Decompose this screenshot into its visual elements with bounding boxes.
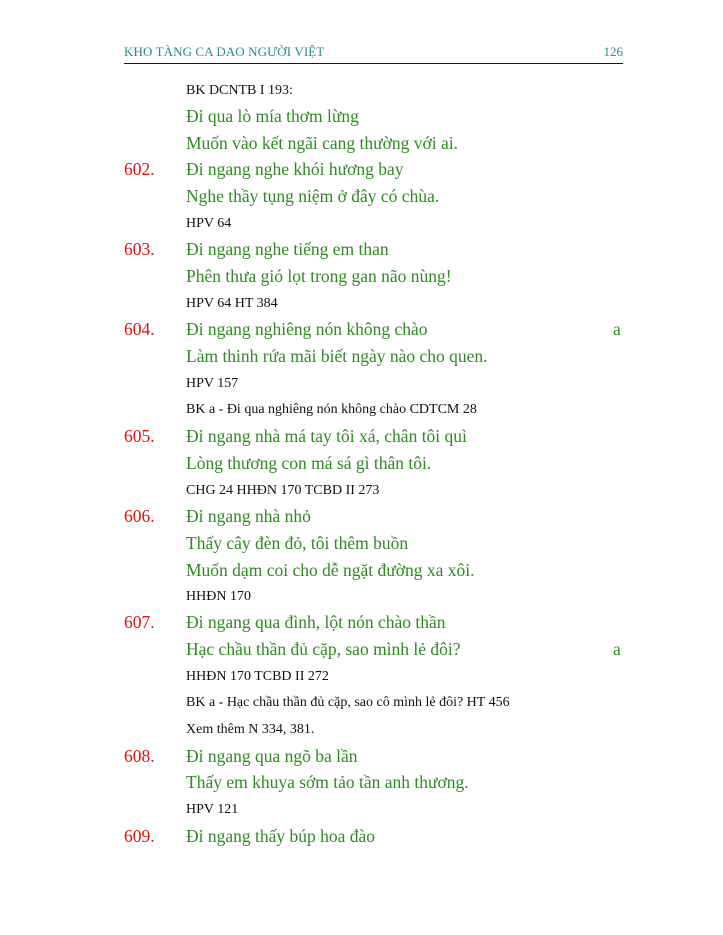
reference-line	[0, 480, 723, 504]
verse-line	[0, 826, 723, 850]
verse-number: 604.	[124, 319, 155, 339]
verse-text: Muốn vào kết ngãi cang thường với ai.	[186, 133, 458, 153]
verse-text: Đi ngang nhà má tay tôi xá, chân tôi quì	[186, 426, 467, 446]
reference-line	[0, 293, 723, 317]
verse-line	[0, 346, 723, 370]
reference-line	[0, 692, 723, 716]
verse-line	[0, 106, 723, 130]
verse-text: Nghe thầy tụng niệm ở đây có chùa.	[186, 186, 440, 206]
reference-text: HPV 157	[186, 376, 239, 391]
verse-number: 602.	[124, 159, 155, 179]
reference-line	[0, 719, 723, 743]
verse-number: 605.	[124, 426, 155, 446]
reference-text: HPV 64 HT 384	[186, 296, 278, 311]
verse-text: Đi ngang thấy búp hoa đào	[186, 826, 376, 846]
verse-line	[0, 639, 723, 663]
verse-line	[0, 560, 723, 584]
verse-text: Đi ngang nghe khói hương bay	[186, 159, 404, 179]
reference-text: BK a - Đi qua nghiêng nón không chào CDTCM 28	[186, 402, 477, 417]
verse-number: 603.	[124, 239, 155, 259]
reference-line	[0, 399, 723, 423]
verse-text: Đi qua lò mía thơm lừng	[186, 106, 359, 126]
reference-text: CHG 24 HHĐN 170 TCBD II 273	[186, 483, 380, 498]
verse-line	[0, 772, 723, 796]
verse-text: Đi ngang nhà nhỏ	[186, 506, 311, 526]
verse-line	[0, 186, 723, 210]
reference-text: HPV 121	[186, 802, 239, 817]
reference-text: HHĐN 170 TCBD II 272	[186, 669, 329, 684]
reference-line	[0, 799, 723, 823]
verse-text: Đi ngang qua đình, lột nón chào thần	[186, 612, 446, 632]
verse-text: Đi ngang qua ngõ ba lần	[186, 746, 358, 766]
verse-line	[0, 453, 723, 477]
reference-line	[0, 80, 723, 104]
reference-line	[0, 586, 723, 610]
verse-number: 608.	[124, 746, 155, 766]
verse-line	[0, 612, 723, 636]
page-number: 126	[603, 44, 623, 59]
verse-number: 606.	[124, 506, 155, 526]
variant-mark: a	[613, 319, 621, 339]
verse-number: 609.	[124, 826, 155, 846]
verse-text: Đi ngang nghe tiếng em than	[186, 239, 389, 259]
reference-line	[0, 213, 723, 237]
reference-text: Xem thêm N 334, 381.	[186, 722, 315, 737]
verse-line	[0, 746, 723, 770]
verse-text: Phên thưa gió lọt trong gan não nùng!	[186, 266, 452, 286]
reference-text: BK DCNTB I 193:	[186, 83, 293, 98]
variant-mark: a	[613, 639, 621, 659]
verse-text: Muốn dạm coi cho dễ ngặt đường xa xôi.	[186, 560, 475, 580]
reference-text: HPV 64	[186, 216, 232, 231]
verse-line	[0, 239, 723, 263]
verse-line	[0, 506, 723, 530]
running-title: KHO TÀNG CA DAO NGƯỜI VIỆT	[124, 44, 325, 59]
reference-line	[0, 666, 723, 690]
verse-text: Thấy cây đèn đỏ, tôi thêm buồn	[186, 533, 409, 553]
verse-line	[0, 426, 723, 450]
reference-text: HHĐN 170	[186, 589, 251, 604]
verse-line	[0, 133, 723, 157]
reference-text: BK a - Hạc chầu thần đủ cặp, sao cô mình lẻ đôi? HT 456	[186, 695, 510, 710]
reference-line	[0, 373, 723, 397]
verse-line	[0, 159, 723, 183]
verse-text: Đi ngang nghiêng nón không chào	[186, 319, 428, 339]
verse-text: Lòng thương con má sá gì thân tôi.	[186, 453, 432, 473]
verse-text: Hạc chầu thần đủ cặp, sao mình lẻ đôi?	[186, 639, 461, 659]
verse-line	[0, 319, 723, 343]
verse-text: Thấy em khuya sớm tảo tần anh thương.	[186, 772, 469, 792]
verse-text: Làm thinh rứa mãi biết ngày nào cho quen.	[186, 346, 488, 366]
verse-line	[0, 533, 723, 557]
verse-number: 607.	[124, 612, 155, 632]
verse-line	[0, 266, 723, 290]
